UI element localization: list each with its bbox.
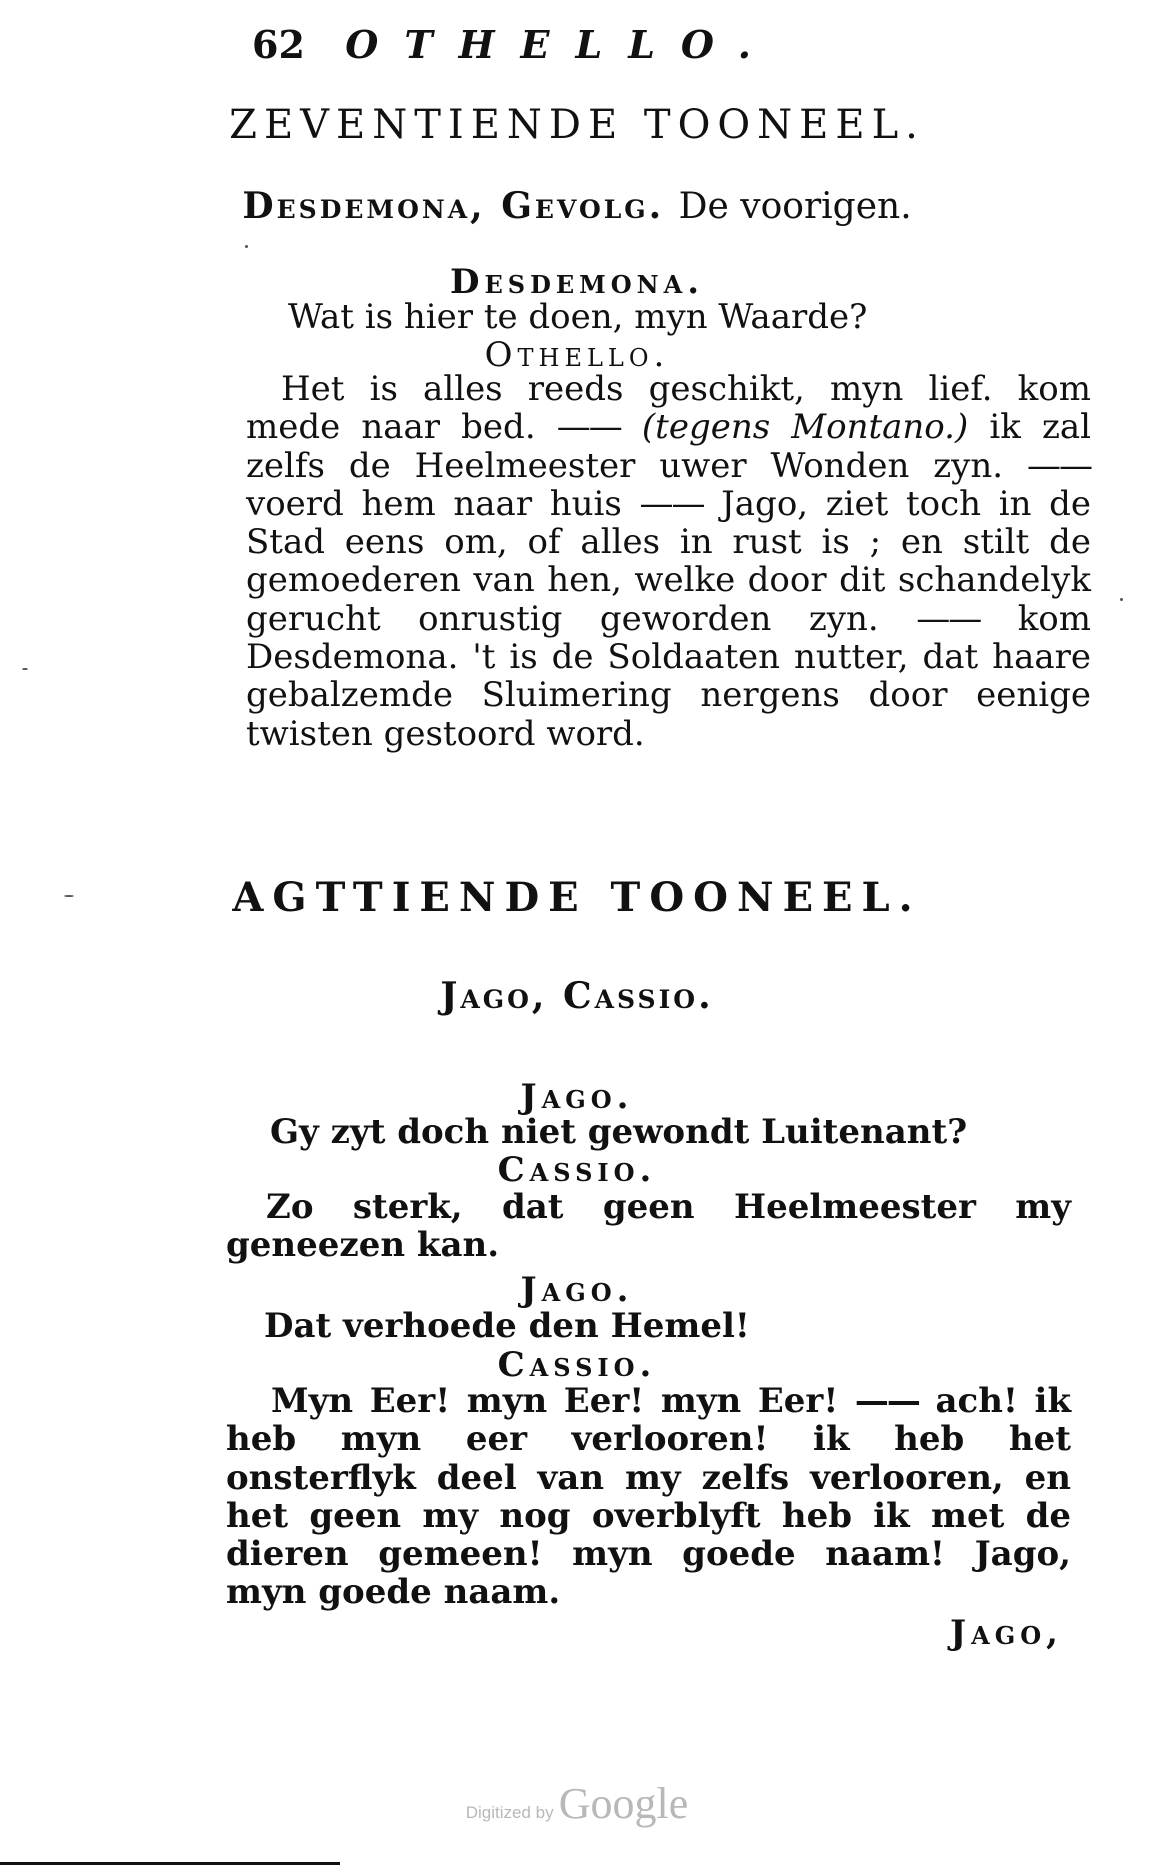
scan-speck [64, 895, 74, 897]
stage-direction: (tegens Montano.) [641, 407, 969, 448]
scan-speck [245, 245, 248, 248]
jago-line-2: Dat verhoede den Hemel! [264, 1306, 750, 1346]
speaker-cassio: Cassio. [497, 1345, 657, 1385]
scene-18-cast: Jago, Cassio. [440, 975, 714, 1017]
scene-17-cast [0, 185, 1154, 227]
watermark-brand: Google [558, 1779, 689, 1828]
othello-speech [246, 370, 1091, 753]
running-head [252, 22, 777, 67]
othello-speech-part-1: Het is alles reeds geschikt, myn lief. kom mede naar bed. [246, 369, 1091, 448]
dash: —— [916, 598, 981, 639]
bottom-scan-edge [0, 1862, 340, 1865]
othello-speech-part-5: kom Desdemona. 't is de Soldaaten nutter, dat haare gebalzemde Sluimering nergens door eenige twisten gestoord word. [246, 598, 1092, 754]
page-number: 62 [252, 22, 305, 67]
speaker-cassio: Cassio. [497, 1150, 657, 1190]
digitized-by-google-watermark [0, 1778, 1154, 1829]
dash: —— [556, 407, 621, 448]
cassio-line-1: Zo sterk, dat geen Heelmeester my geneezen kan. [226, 1187, 1071, 1266]
scene-17-cast-rest: De voorigen. [678, 186, 912, 227]
speaker-desdemona: Desdemona. [449, 262, 705, 302]
speaker-jago: Jago. [520, 1270, 634, 1310]
dash: —— [854, 1381, 919, 1421]
scene-18-title: AGTTIENDE TOONEEL. [232, 874, 922, 921]
othello-speech-part-3: voerd hem naar huis [246, 483, 622, 524]
dash: —— [639, 483, 704, 524]
speaker-jago: Jago. [520, 1077, 634, 1117]
scene-17-title: ZEVENTIENDE TOONEEL. [229, 102, 925, 148]
scan-speck [1120, 598, 1123, 601]
cassio-line-2-part-1: Myn Eer! myn Eer! myn Eer! [271, 1381, 839, 1421]
running-title: OTHELLO. [345, 22, 778, 67]
dash: —— [1027, 445, 1092, 486]
scan-speck [22, 668, 28, 670]
cassio-line-2 [226, 1382, 1071, 1612]
watermark-prefix: Digitized by [465, 1803, 554, 1822]
jago-line-1: Gy zyt doch niet gewondt Luitenant? [270, 1112, 968, 1152]
scene-17-cast-names: Desdemona, Gevolg. [242, 185, 665, 227]
speaker-othello: Othello. [484, 335, 670, 375]
cassio-line-2-part-2: ach! ik heb myn eer verlooren! ik heb het onsterflyk deel van my zelfs verlooren, en het geen my nog overblyft heb ik met de dieren gemeen! myn goede naam! Jago, myn goede naam. [226, 1381, 1072, 1613]
othello-speech-part-2: ik zal zelfs de Heelmeester uwer Wonden zyn. [246, 407, 1092, 486]
catchword: Jago, [950, 1613, 1063, 1653]
desdemona-line: Wat is hier te doen, myn Waarde? [288, 297, 868, 337]
othello-speech-part-4: Jago, ziet toch in de Stad eens om, of alles in rust is ; en stilt de gemoederen van hen, welke door dit schandelyk gerucht onrustig geworden zyn. [246, 483, 1091, 639]
